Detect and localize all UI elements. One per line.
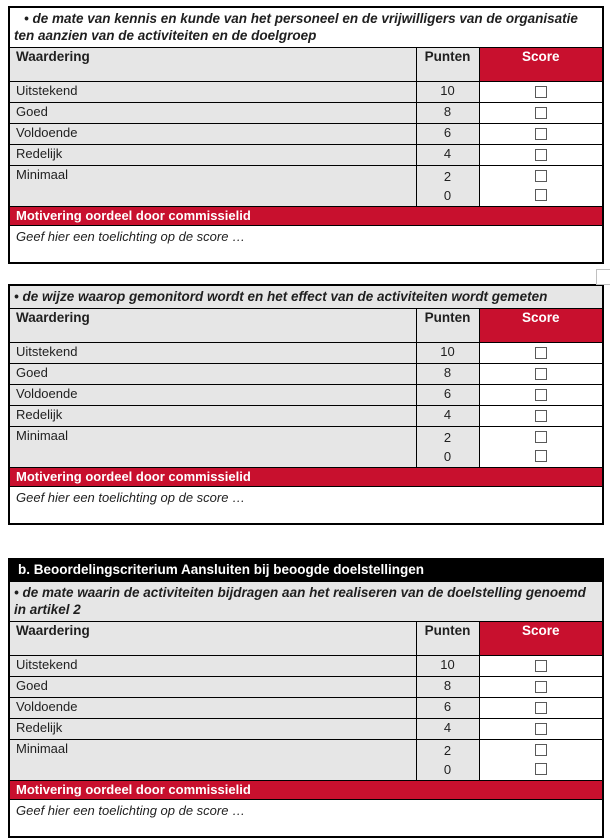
document-page (0, 6, 610, 838)
rating-label: Redelijk (9, 719, 416, 740)
rating-points: 6 (416, 698, 479, 719)
rating-label: Minimaal (9, 740, 416, 781)
rating-points: 4 (416, 145, 479, 166)
rating-label: Goed (9, 364, 416, 385)
rating-label: Minimaal (9, 166, 416, 207)
rating-points: 4 (416, 406, 479, 427)
score-checkbox[interactable] (535, 170, 547, 182)
rubric-table-2 (8, 284, 604, 525)
rating-points: 10 (416, 82, 479, 103)
rating-row (9, 364, 603, 385)
waardering-header: Waardering (9, 309, 416, 343)
rating-points: 10 (416, 656, 479, 677)
score-checkbox[interactable] (535, 702, 547, 714)
criterion-text: • de mate van kennis en kunde van het personeel en de vrijwilligers van de organisatie ten aanzien van de activiteiten en de doelgroep (9, 7, 603, 48)
rating-points: 4 (416, 719, 479, 740)
score-checkbox[interactable] (535, 128, 547, 140)
rating-row (9, 145, 603, 166)
rating-label: Goed (9, 677, 416, 698)
rating-row (9, 698, 603, 719)
toelichting-field[interactable]: Geef hier een toelichting op de score … (9, 226, 603, 264)
criterion-row (9, 582, 603, 622)
rating-label: Voldoende (9, 124, 416, 145)
rubric-table-1 (8, 6, 604, 264)
rating-points: 6 (416, 124, 479, 145)
rating-label: Voldoende (9, 698, 416, 719)
rating-row (9, 343, 603, 364)
rating-label: Uitstekend (9, 82, 416, 103)
rating-row (9, 166, 603, 207)
motivering-label: Motivering oordeel door commissielid (9, 207, 603, 226)
rating-label: Uitstekend (9, 656, 416, 677)
column-header-row (9, 48, 603, 82)
rubric-table-3 (8, 558, 604, 838)
criterion-row (9, 285, 603, 309)
punten-header: Punten (416, 622, 479, 656)
rating-points: 2 0 (416, 427, 479, 468)
score-checkbox[interactable] (535, 723, 547, 735)
motivering-row (9, 781, 603, 800)
waardering-header: Waardering (9, 48, 416, 82)
rating-row (9, 406, 603, 427)
score-checkbox[interactable] (535, 660, 547, 672)
table-resize-handle (596, 269, 610, 285)
rating-label: Redelijk (9, 406, 416, 427)
score-checkbox[interactable] (535, 763, 547, 775)
placeholder-row (9, 800, 603, 838)
score-checkbox[interactable] (535, 450, 547, 462)
score-checkbox[interactable] (535, 347, 547, 359)
rating-points: 2 0 (416, 166, 479, 207)
criterion-text: • de wijze waarop gemonitord wordt en het effect van de activiteiten wordt gemeten (9, 285, 603, 309)
placeholder-row (9, 487, 603, 525)
toelichting-field[interactable]: Geef hier een toelichting op de score … (9, 800, 603, 838)
section-title: b. Beoordelingscriterium Aansluiten bij beoogde doelstellingen (9, 559, 603, 582)
score-checkbox[interactable] (535, 368, 547, 380)
rating-row (9, 124, 603, 145)
section-header-row (9, 559, 603, 582)
placeholder-row (9, 226, 603, 264)
rating-label: Redelijk (9, 145, 416, 166)
rating-row (9, 103, 603, 124)
score-checkbox[interactable] (535, 107, 547, 119)
rating-points: 8 (416, 103, 479, 124)
punten-header: Punten (416, 48, 479, 82)
waardering-header: Waardering (9, 622, 416, 656)
score-checkbox[interactable] (535, 189, 547, 201)
motivering-row (9, 207, 603, 226)
rating-row (9, 740, 603, 781)
score-checkbox[interactable] (535, 744, 547, 756)
criterion-text: • de mate waarin de activiteiten bijdragen aan het realiseren van de doelstelling genoemd in artikel 2 (9, 582, 603, 622)
criterion-row (9, 7, 603, 48)
column-header-row (9, 622, 603, 656)
rating-points: 6 (416, 385, 479, 406)
rating-row (9, 677, 603, 698)
score-header: Score (479, 622, 603, 656)
score-checkbox[interactable] (535, 410, 547, 422)
score-checkbox[interactable] (535, 681, 547, 693)
motivering-row (9, 468, 603, 487)
score-header: Score (479, 309, 603, 343)
score-header: Score (479, 48, 603, 82)
motivering-label: Motivering oordeel door commissielid (9, 781, 603, 800)
score-checkbox[interactable] (535, 389, 547, 401)
column-header-row (9, 309, 603, 343)
rating-points: 10 (416, 343, 479, 364)
rating-row (9, 82, 603, 103)
rating-points: 8 (416, 677, 479, 698)
score-checkbox[interactable] (535, 149, 547, 161)
toelichting-field[interactable]: Geef hier een toelichting op de score … (9, 487, 603, 525)
rating-label: Voldoende (9, 385, 416, 406)
rating-row (9, 427, 603, 468)
score-checkbox[interactable] (535, 431, 547, 443)
rating-points: 2 0 (416, 740, 479, 781)
rating-row (9, 385, 603, 406)
rating-label: Goed (9, 103, 416, 124)
rating-row (9, 656, 603, 677)
rating-label: Uitstekend (9, 343, 416, 364)
motivering-label: Motivering oordeel door commissielid (9, 468, 603, 487)
rating-points: 8 (416, 364, 479, 385)
rating-row (9, 719, 603, 740)
score-checkbox[interactable] (535, 86, 547, 98)
punten-header: Punten (416, 309, 479, 343)
rating-label: Minimaal (9, 427, 416, 468)
